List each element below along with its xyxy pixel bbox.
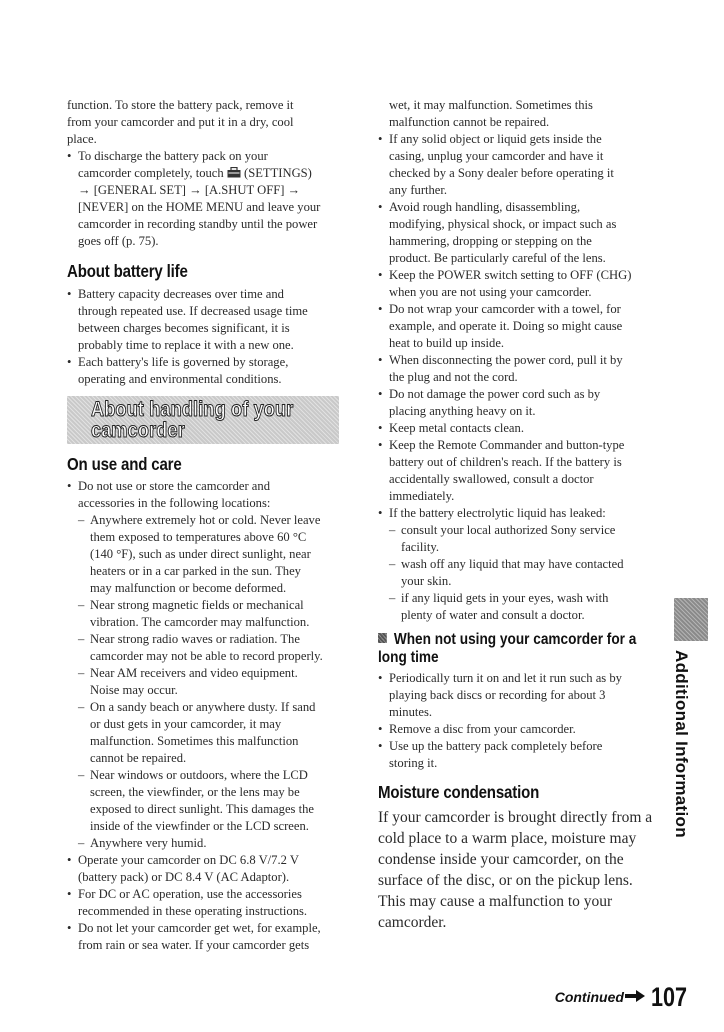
subitem-hot-cold bbox=[67, 512, 339, 597]
text-line: • Operate your camcorder on DC 6.8 V/7.2 V bbox=[78, 853, 299, 867]
text-line: screen, the viewfinder, or the lens may be bbox=[90, 785, 300, 799]
moisture-paragraph bbox=[378, 807, 660, 933]
subitem-sandy bbox=[67, 699, 339, 767]
text-line: from your camcorder and put it in a dry, cool bbox=[67, 115, 294, 129]
section-heading-battery-life: About battery life bbox=[67, 261, 188, 281]
side-section-label-text: Additional Information bbox=[672, 650, 691, 838]
bullet-wet bbox=[67, 920, 339, 954]
text-line: placing anything heavy on it. bbox=[389, 404, 536, 418]
text-line: may malfunction or become deformed. bbox=[90, 581, 287, 595]
text-fragment: camcorder completely, touch bbox=[78, 166, 224, 180]
subitem-consult bbox=[378, 522, 660, 556]
text-line: • Do not use or store the camcorder and bbox=[78, 479, 270, 493]
bullet-power-switch bbox=[378, 267, 660, 301]
page-footer bbox=[555, 982, 696, 1013]
bullet-accessories bbox=[67, 886, 339, 920]
text-line: • When disconnecting the power cord, pull it by bbox=[389, 353, 623, 367]
text-line: exposed to direct sunlight. This damages the bbox=[90, 802, 314, 816]
text-line: – consult your local authorized Sony service bbox=[401, 523, 616, 537]
bullet-periodically bbox=[378, 670, 660, 721]
text-line: cannot be repaired. bbox=[90, 751, 187, 765]
text-line: • For DC or AC operation, use the accessories bbox=[78, 887, 302, 901]
text-line: through repeated use. If decreased usage time bbox=[78, 304, 308, 318]
text-line: • If any solid object or liquid gets inside the bbox=[389, 132, 602, 146]
bullet-metal-contacts bbox=[378, 420, 660, 437]
subitem-radio bbox=[67, 631, 339, 665]
text-line: – Anywhere extremely hot or cold. Never leave bbox=[90, 513, 321, 527]
text-line: example, and operate it. Doing so might cause bbox=[389, 319, 623, 333]
text-line: This may cause a malfunction to your bbox=[378, 893, 613, 910]
text-line: – if any liquid gets in your eyes, wash with bbox=[401, 591, 609, 605]
text-line: operating and environmental conditions. bbox=[78, 372, 282, 386]
subitem-wash bbox=[378, 556, 660, 590]
text-line: battery out of children's reach. If the battery is bbox=[389, 455, 622, 469]
bullet-power-cord bbox=[378, 386, 660, 420]
text-line: • Keep the POWER switch setting to OFF (CHG) bbox=[389, 268, 632, 282]
bullet-towel bbox=[378, 301, 660, 352]
text-line: • Do not wrap your camcorder with a towel, for bbox=[389, 302, 621, 316]
toolbox-icon bbox=[227, 167, 241, 178]
text-line: → [GENERAL SET] → [A.SHUT OFF] → bbox=[78, 183, 301, 197]
text-line: place. bbox=[67, 132, 97, 146]
text-line: checked by a Sony dealer before operating it bbox=[389, 166, 614, 180]
text-line: malfunction cannot be repaired. bbox=[389, 115, 550, 129]
text-line: • Keep metal contacts clean. bbox=[389, 421, 524, 435]
text-line: your skin. bbox=[401, 574, 452, 588]
text-line: or dust gets in your camcorder, it may bbox=[90, 717, 282, 731]
intro-paragraph bbox=[67, 97, 339, 148]
text-line: • Use up the battery pack completely before bbox=[389, 739, 603, 753]
chapter-banner-title bbox=[91, 399, 293, 441]
text-line: [NEVER] on the HOME MENU and leave your bbox=[78, 200, 321, 214]
text-line: • Keep the Remote Commander and button-type bbox=[389, 438, 625, 452]
text-line: – Near strong magnetic fields or mechanical bbox=[90, 598, 304, 612]
bullet-electrolytic bbox=[378, 505, 660, 522]
text-line: accidentally swallowed, consult a doctor bbox=[389, 472, 594, 486]
text-line: – Near AM receivers and video equipment. bbox=[90, 666, 298, 680]
text-line: casing, unplug your camcorder and have it bbox=[389, 149, 604, 163]
bullet-battery-capacity bbox=[67, 286, 339, 354]
text-line: surface of the disc, or on the pickup lens. bbox=[378, 872, 633, 889]
text-line: inside of the viewfinder or the LCD screen. bbox=[90, 819, 309, 833]
bullet-rough-handling bbox=[378, 199, 660, 267]
text-line: (battery pack) or DC 8.4 V (AC Adaptor). bbox=[78, 870, 290, 884]
text-line: heaters or in a car parked in the sun. They bbox=[90, 564, 301, 578]
text-line: • Periodically turn it on and let it run such as by bbox=[389, 671, 622, 685]
text-line: – wash off any liquid that may have contacted bbox=[401, 557, 624, 571]
text-line: modifying, physical shock, or impact such as bbox=[389, 217, 617, 231]
text-line: condense inside your camcorder, on the bbox=[378, 851, 624, 868]
bullet-discharge bbox=[67, 148, 339, 250]
text-line: – Near strong radio waves or radiation. The bbox=[90, 632, 300, 646]
bullet-locations bbox=[67, 478, 339, 512]
text-line: – Anywhere very humid. bbox=[90, 836, 207, 850]
subitem-windows bbox=[67, 767, 339, 835]
subitem-magnetic bbox=[67, 597, 339, 631]
bullet-solid-object bbox=[378, 131, 660, 199]
text-line: when you are not using your camcorder. bbox=[389, 285, 592, 299]
page-number: 107 bbox=[650, 982, 687, 1012]
section-heading-moisture: Moisture condensation bbox=[378, 782, 540, 802]
text-line: • Remove a disc from your camcorder. bbox=[389, 722, 576, 736]
text-line: recommended in these operating instructions. bbox=[78, 904, 308, 918]
text-line: hammering, dropping or stepping on the bbox=[389, 234, 592, 248]
text-line: • To discharge the battery pack on your bbox=[78, 149, 268, 163]
side-section-label bbox=[666, 650, 706, 838]
text-line: goes off (p. 75). bbox=[78, 234, 159, 248]
text-line: function. To store the battery pack, remove it bbox=[67, 98, 294, 112]
text-line: cold place to a warm place, moisture may bbox=[378, 830, 637, 847]
subitem-humid bbox=[67, 835, 339, 852]
text-line: (140 °F), such as under direct sunlight, near bbox=[90, 547, 311, 561]
text-line: the plug and not the cord. bbox=[389, 370, 518, 384]
text-line: between charges becomes significant, it is bbox=[78, 321, 290, 335]
text-line: immediately. bbox=[389, 489, 455, 503]
heading-text: When not using your camcorder for a bbox=[393, 631, 637, 648]
text-line: wet, it may malfunction. Sometimes this bbox=[389, 98, 593, 112]
text-line: camcorder in recording standby until the power bbox=[78, 217, 318, 231]
text-line: storing it. bbox=[389, 756, 438, 770]
text-line: Noise may occur. bbox=[90, 683, 178, 697]
text-line: malfunction. Sometimes this malfunction bbox=[90, 734, 299, 748]
section-heading-use-care: On use and care bbox=[67, 454, 182, 474]
chapter-banner bbox=[67, 396, 339, 444]
text-line: heat to build up inside. bbox=[389, 336, 505, 350]
right-column bbox=[378, 97, 660, 933]
text-line: accessories in the following locations: bbox=[78, 496, 271, 510]
text-line: • Each battery's life is governed by storage, bbox=[78, 355, 289, 369]
subitem-eyes bbox=[378, 590, 660, 624]
heading-line bbox=[378, 631, 637, 649]
subsection-heading-not-using bbox=[378, 631, 660, 667]
left-column bbox=[67, 97, 339, 954]
chapter-tab-marker bbox=[674, 598, 708, 641]
bullet-voltage bbox=[67, 852, 339, 886]
arrow-right-icon bbox=[625, 990, 645, 1002]
text-line: • Do not let your camcorder get wet, for example, bbox=[78, 921, 321, 935]
text-line: from rain or sea water. If your camcorder gets bbox=[78, 938, 310, 952]
text-line: If your camcorder is brought directly from a bbox=[378, 809, 653, 826]
text-line: facility. bbox=[401, 540, 439, 554]
text-line-with-icon bbox=[78, 165, 339, 182]
banner-line: About handling of your bbox=[91, 398, 294, 421]
text-line: plenty of water and consult a doctor. bbox=[401, 608, 585, 622]
text-line: vibration. The camcorder may malfunction. bbox=[90, 615, 310, 629]
text-line: • Battery capacity decreases over time and bbox=[78, 287, 284, 301]
text-line: playing back discs or recording for about 3 bbox=[389, 688, 606, 702]
banner-line: camcorder bbox=[91, 419, 185, 442]
continued-paragraph bbox=[378, 97, 660, 131]
text-line: • Do not damage the power cord such as by bbox=[389, 387, 601, 401]
text-line: camcorder. bbox=[378, 914, 447, 931]
bullet-disconnecting bbox=[378, 352, 660, 386]
text-line: • If the battery electrolytic liquid has leaked: bbox=[389, 506, 606, 520]
continued-label: Continued bbox=[554, 989, 624, 1005]
text-line: – Near windows or outdoors, where the LCD bbox=[90, 768, 308, 782]
text-fragment: (SETTINGS) bbox=[244, 166, 312, 180]
bullet-remote bbox=[378, 437, 660, 505]
bullet-remove-disc bbox=[378, 721, 660, 738]
bullet-battery-life bbox=[67, 354, 339, 388]
heading-line: long time bbox=[378, 649, 439, 666]
text-line: minutes. bbox=[389, 705, 433, 719]
square-marker-icon bbox=[378, 633, 387, 643]
subitem-am bbox=[67, 665, 339, 699]
bullet-use-up bbox=[378, 738, 660, 772]
text-line: probably time to replace it with a new one. bbox=[78, 338, 294, 352]
text-line: – On a sandy beach or anywhere dusty. If sand bbox=[90, 700, 316, 714]
text-line: product. Be particularly careful of the lens. bbox=[389, 251, 606, 265]
text-line: • Avoid rough handling, disassembling, bbox=[389, 200, 581, 214]
text-line: camcorder may not be able to record properly. bbox=[90, 649, 323, 663]
text-line: them exposed to temperatures above 60 °C bbox=[90, 530, 307, 544]
text-line: any further. bbox=[389, 183, 448, 197]
